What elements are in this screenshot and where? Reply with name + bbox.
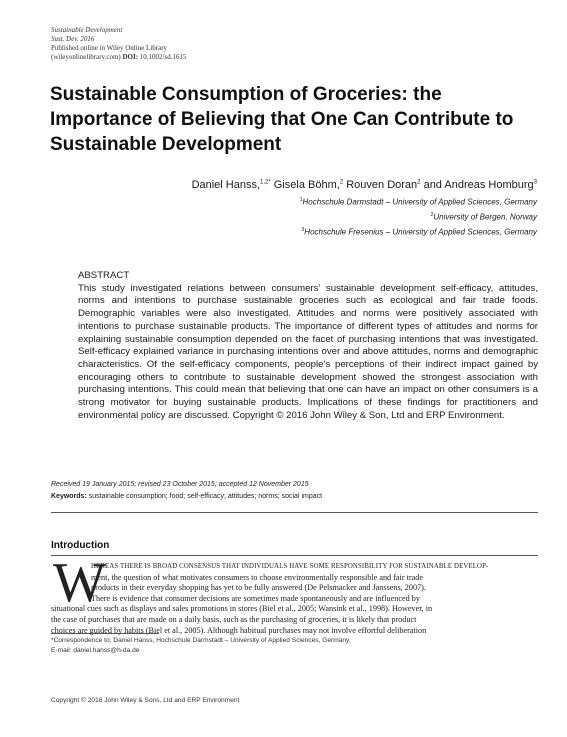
section-divider bbox=[51, 512, 538, 513]
paper-title bbox=[50, 82, 540, 157]
author-sup: 1,2* bbox=[260, 179, 271, 186]
body-line: There is evidence that consumer decisions are sometimes made spontaneously and are influenced by bbox=[91, 593, 420, 603]
journal-published: Published online in Wiley Online Library bbox=[51, 44, 168, 52]
keywords-text: sustainable consumption; food; self-efficacy; attitudes; norms; social impact bbox=[86, 493, 323, 500]
journal-info bbox=[51, 26, 186, 62]
affiliation-text: University of Bergen, Norway bbox=[433, 212, 537, 222]
author-name: Daniel Hanss, bbox=[191, 179, 261, 191]
correspondence-note: *Correspondence to: Daniel Hanss, Hochschule Darmstadt – University of Applied Sciences, Germany. bbox=[51, 637, 351, 644]
affiliation bbox=[57, 197, 537, 207]
author-list bbox=[57, 179, 537, 191]
copyright-footer: Copyright © 2016 John Wiley & Sons, Ltd and ERP Environment bbox=[51, 697, 240, 704]
body-line: situational cues such as displays and sales promotions in stores (Biel et al., 2005; Wansink et al., 1998). However, in bbox=[51, 604, 433, 614]
affiliation-text: Hochschule Darmstadt – University of Applied Sciences, Germany bbox=[302, 197, 537, 207]
doi-label: DOI: bbox=[122, 53, 139, 61]
journal-site[interactable]: (wileyonlinelibrary.com) bbox=[51, 53, 121, 61]
journal-doi-line bbox=[51, 53, 186, 62]
affiliation-num: 3 bbox=[301, 227, 305, 233]
title-line: Sustainable Development bbox=[50, 134, 282, 155]
keywords bbox=[51, 493, 322, 500]
title-line: Importance of Believing that One Can Contribute to bbox=[50, 109, 514, 130]
email-note[interactable]: E-mail: daniel.hanss@h-da.de bbox=[51, 647, 140, 654]
journal-name: Sustainable Development bbox=[51, 26, 123, 34]
doi-value[interactable]: 10.1002/sd.1615 bbox=[139, 53, 187, 61]
affiliation-text: Hochschule Fresenius – University of Applied Sciences, Germany bbox=[304, 227, 537, 237]
author-sup: 2 bbox=[339, 179, 344, 186]
introduction-heading: Introduction bbox=[51, 540, 110, 551]
affiliation-num: 2 bbox=[430, 212, 434, 218]
author-name: and Andreas Homburg bbox=[420, 179, 534, 191]
body-line: products in their everyday shopping has yet to be fully answered (De Pelsmacker and Janssens, 2007). bbox=[91, 583, 426, 593]
abstract-text: This study investigated relations between consumers’ sustainable development self-efficacy, attitudes, norms and intentions to purchase sustainable groceries such as ecological and fair trade foods. Demographic variables were also investigated. Attitudes and norms were positively associated with intentions to purchase sustainable products. The importance of different types of attitudes and norms for explaining sustainable consumption depended on the facet of purchasing intentions that was investigated. Self-efficacy explained variance in purchasing intentions over and above attitudes, norms and demographic characteristics. Of the self-efficacy components, people’s perceptions of their indirect impact gained by encouraging others to contribute to sustainable development showed the strongest association with purchasing intentions. This could mean that believing that one can have an impact on other consumers is a strong motivator for buying sustainable products. Implications of these findings for practitioners and environmental policy are discussed. Copyright © 2016 John Wiley & Son, Ltd and ERP Environment. bbox=[78, 282, 538, 421]
section-divider bbox=[51, 555, 538, 556]
drop-cap: W bbox=[53, 552, 106, 614]
affiliation-num: 1 bbox=[299, 197, 303, 203]
author-name: Rouven Doran bbox=[343, 179, 418, 191]
footnote-rule bbox=[51, 633, 159, 634]
author-sup: 3 bbox=[533, 179, 537, 186]
body-line: choices are guided by habits (Biel et al., 2005). Although habitual purchases may not involve effortful deliberation bbox=[51, 625, 427, 635]
keywords-label: Keywords: bbox=[51, 493, 87, 500]
body-line: HEREAS THERE IS BROAD CONSENSUS THAT INDIVIDUALS HAVE SOME RESPONSIBILITY FOR SUSTAINABLE DEVELOP- bbox=[91, 563, 489, 570]
journal-issue: Sust. Dev. 2016 bbox=[51, 35, 95, 43]
title-line: Sustainable Consumption of Groceries: the bbox=[50, 84, 442, 105]
author-name: Gisela Böhm, bbox=[270, 179, 340, 191]
affiliation bbox=[57, 227, 537, 237]
introduction-body bbox=[51, 562, 539, 636]
body-line: ment, the question of what motivates consumers to choose environmentally responsible and fair trade bbox=[91, 572, 423, 582]
abstract-heading: ABSTRACT bbox=[78, 270, 130, 281]
abstract bbox=[78, 270, 538, 422]
received-dates: Received 19 January 2015; revised 23 October 2015; accepted 12 November 2015 bbox=[51, 481, 309, 488]
author-sup: 2 bbox=[417, 179, 421, 186]
affiliation bbox=[57, 212, 537, 222]
body-line: the case of purchases that are made on a daily basis, such as the purchasing of groceries, it is likely that product bbox=[51, 614, 417, 624]
